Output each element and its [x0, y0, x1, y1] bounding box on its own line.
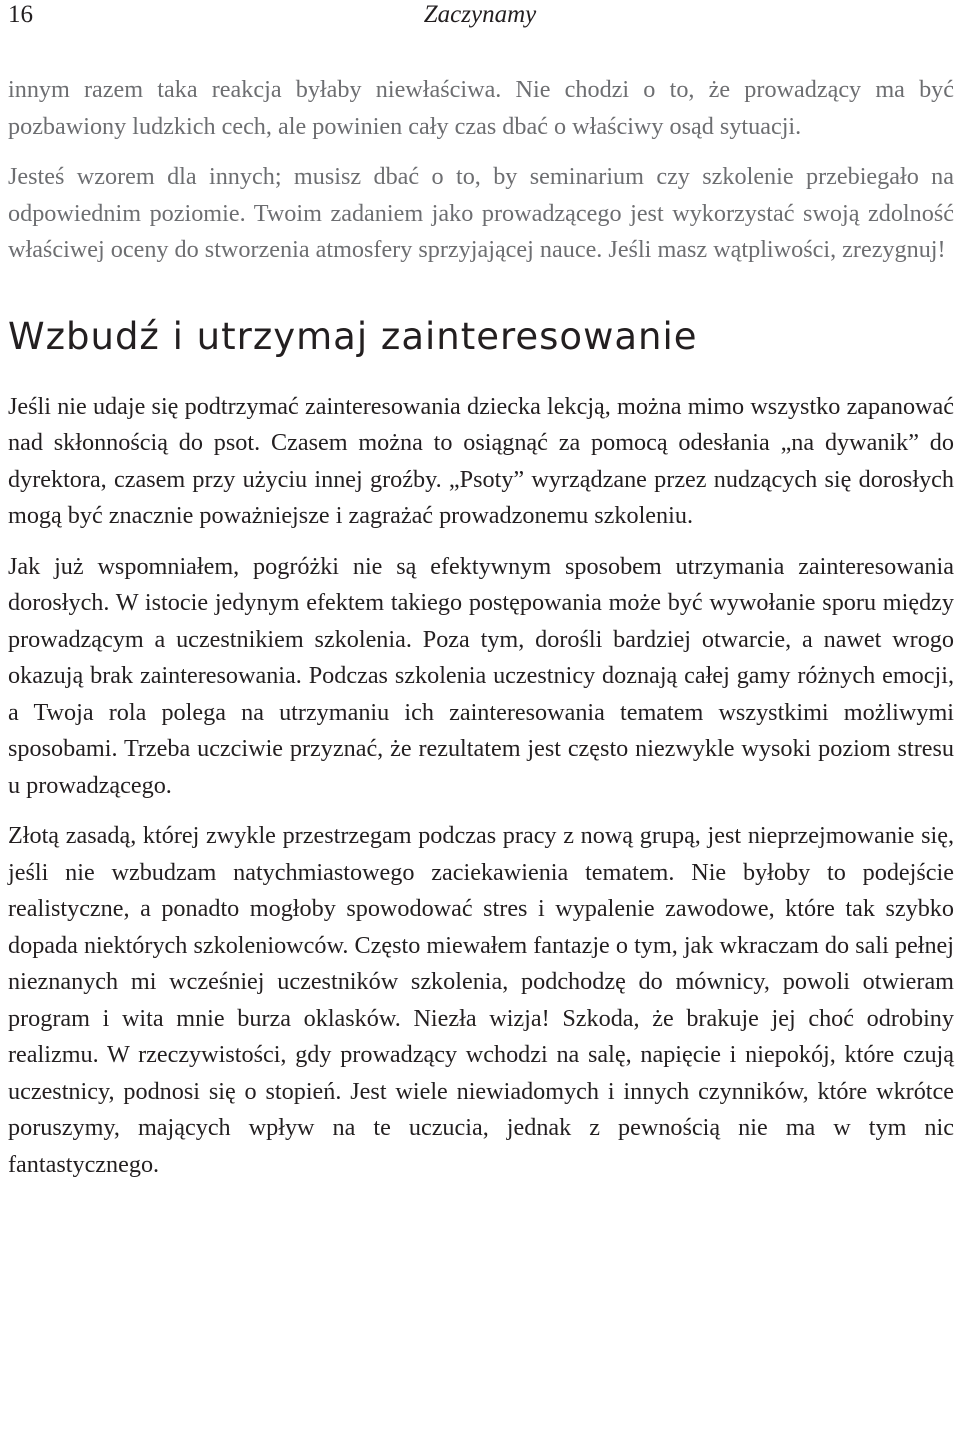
page-number: 16	[8, 1, 33, 28]
paragraph-4: Jak już wspomniałem, pogróżki nie są efektywnym sposobem utrzymania zainteresowania dorosłych. W istocie jedynym efektem takiego postępowania może być wywołanie sporu między prowadzącym a uczestnikiem szkolenia. Poza tym, dorośli bardziej otwarcie, a nawet wrogo okazują brak zainteresowania. Podczas szkolenia uczestnicy doznają całej gamy różnych emocji, a Twoja rola polega na utrzymaniu ich zainteresowania tematem wszystkimi możliwymi sposobami. Trzeba uczciwie przyznać, że rezultatem jest często niezwykle wysoki poziom stresu u prowadzącego.	[8, 552, 954, 799]
section-heading: Wzbudź i utrzymaj zainteresowanie	[8, 314, 698, 358]
page-body	[8, 72, 954, 1183]
paragraph-5: Złotą zasadą, której zwykle przestrzegam podczas pracy z nową grupą, jest nieprzejmowanie się, jeśli nie wzbudzam natychmiastowego zaciekawienia tematem. Nie byłoby to podejście realistyczne, a ponadto mogłoby spowodować stres i wypalenie zawodowe, które tak szybko dopada niektórych szkoleniowców. Często miewałem fantazje o tym, jak wkraczam do sali pełnej nieznanych mi wcześniej uczestników szkolenia, podchodzę do mównicy, powoli otwieram program i wita mnie burza oklasków. Niezła wizja! Szkoda, że brakuje jej choć odrobiny realizmu. W rzeczywistości, gdy prowadzący wchodzi na salę, napięcie i niepokój, które czują uczestnicy, podnosi się o stopień. Jest wiele niewiadomych i innych czynników, które wkrótce poruszymy, mających wpływ na te uczucia, jednak z pewnością nie ma w tym nic fantastycznego.	[8, 822, 954, 1178]
paragraph-1: innym razem taka reakcja byłaby niewłaściwa. Nie chodzi o to, że prowadzący ma być pozbawiony ludzkich cech, ale powinien cały czas dbać o właściwy osąd sytuacji.	[8, 76, 954, 140]
paragraph-3: Jeśli nie udaje się podtrzymać zainteresowania dziecka lekcją, można mimo wszystko zapanować nad skłonnością do psot. Czasem można to osiągnąć za pomocą odesłania „na dywanik” do dyrektora, czasem przy użyciu innej groźby. „Psoty” wyrządzane przez nudzących się dorosłych mogą być znacznie poważniejsze i zagrażać prowadzonemu szkoleniu.	[8, 392, 954, 529]
page-header	[8, 0, 952, 36]
running-title: Zaczynamy	[423, 1, 537, 28]
paragraph-2: Jesteś wzorem dla innych; musisz dbać o to, by seminarium czy szkolenie przebiegało na odpowiednim poziomie. Twoim zadaniem jako prowadzącego jest wykorzystać swoją zdolność właściwej oceny do stworzenia atmosfery sprzyjającej nauce. Jeśli masz wątpliwości, zrezygnuj!	[8, 163, 954, 263]
